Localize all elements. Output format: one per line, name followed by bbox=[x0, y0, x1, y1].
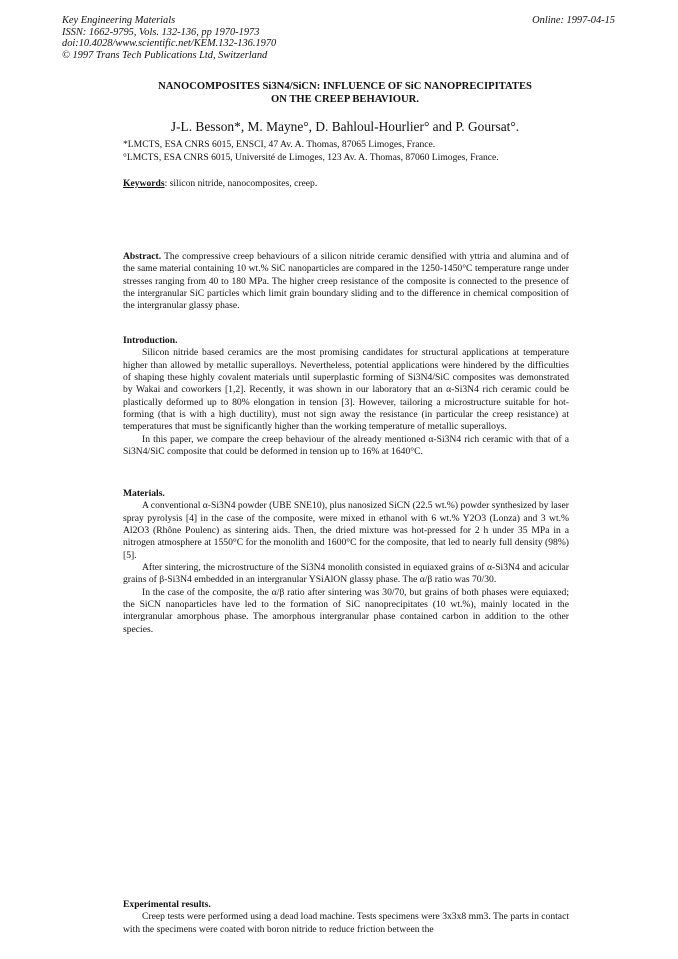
section-title: Experimental results. bbox=[123, 899, 211, 910]
paragraph: In this paper, we compare the creep behaviour of the already mentioned α-Si3N4 rich ceramic with that of a Si3N4/SiC composite that could be deformed in tension up to 16% at 1640°C. bbox=[123, 433, 569, 458]
introduction-section bbox=[123, 335, 569, 458]
results-section bbox=[123, 899, 569, 936]
paragraph: Silicon nitride based ceramics are the most promising candidates for structural applications at temperature higher than allowed by metallic superalloys. Nevertheless, potential applications were hindered by the difficulties of shaping these highly covalent materials until superplastic forming of Si3N4/SiC composites was demonstrated by Wakai and coworkers [1,2]. Recently, it was shown in our laboratory that an α-Si3N4 rich ceramic could be plastically deformed up to 80% elongation in tension [3]. However, tailoring a microstructure suitable for hot-forming (that is with a high ductility), must not sign away the resistance (in particular the creep resistance) at temperatures that must be significantly higher than the working temperature of metallic superalloys. bbox=[123, 347, 569, 433]
abstract-text: The compressive creep behaviours of a silicon nitride ceramic densified with yttria and alumina and of the same material containing 10 wt.% SiC nanoparticles are compared in the 1250-1450°C temperature range under stresses ranging from 40 to 180 MPa. The higher creep resistance of the composite is connected to the presence of the intergranular SiC particles which limit grain boundary sliding and to the difference in chemical composition of the intergranular glassy phase. bbox=[123, 251, 569, 312]
copyright-line: © 1997 Trans Tech Publications Ltd, Switzerland bbox=[62, 49, 268, 61]
affiliation-2: °LMCTS, ESA CNRS 6015, Université de Limoges, 123 Av. A. Thomas, 87060 Limoges, France. bbox=[123, 152, 499, 163]
keywords-label: Keywords bbox=[123, 178, 165, 189]
online-date: Online: 1997-04-15 bbox=[532, 15, 615, 26]
abstract-label: Abstract. bbox=[123, 251, 162, 262]
paragraph: In the case of the composite, the α/β ratio after sintering was 30/70, but grains of both phases were equiaxed; the SiCN nanoparticles have led to the formation of SiC nanoprecipitates (10 wt.%), mainly located in the intergranular amorphous phase. The amorphous intergranular phase contained carbon in addition to the other species. bbox=[123, 586, 569, 635]
materials-section bbox=[123, 488, 569, 636]
keywords-text: : silicon nitride, nanocomposites, creep. bbox=[164, 178, 318, 189]
doi-line: doi:10.4028/www.scientific.net/KEM.132-136.1970 bbox=[62, 38, 277, 50]
section-title: Materials. bbox=[123, 488, 165, 499]
paragraph: After sintering, the microstructure of the Si3N4 monolith consisted in equiaxed grains of α-Si3N4 and acicular grains of β-Si3N4 embedded in an intergranular YSiAlON glassy phase. The α/β ratio was 70/30. bbox=[123, 562, 569, 586]
title-line-1: NANOCOMPOSITES Si3N4/SiCN: INFLUENCE OF SiC NANOPRECIPITATES bbox=[158, 81, 532, 92]
paragraph: A conventional α-Si3N4 powder (UBE SNE10), plus nanosized SiCN (22.5 wt.%) powder synthesized by laser spray pyrolysis [4] in the case of the composite, were mixed in ethanol with 6 wt.% Y2O3 (Lonza) and 3 wt.% Al2O3 (Rhône Poulenc) as sintering aids. Then, the dried mixture was hot-pressed for 2 h under 35 MPa in a nitrogen atmosphere at 1550°C for the monolith and 1600°C for the composite, that led to nearly full density (98%)[5]. bbox=[123, 500, 569, 561]
journal-header bbox=[62, 15, 276, 61]
author-list: J-L. Besson*, M. Mayne°, D. Bahloul-Hourlier° and P. Goursat°. bbox=[170, 119, 520, 134]
title-line-2: ON THE CREEP BEHAVIOUR. bbox=[271, 94, 419, 105]
section-title: Introduction. bbox=[123, 335, 178, 346]
issn-line: ISSN: 1662-9795, Vols. 132-136, pp 1970-1973 bbox=[62, 26, 260, 38]
abstract bbox=[123, 251, 569, 313]
keywords bbox=[123, 178, 317, 189]
paper-title bbox=[100, 80, 590, 106]
affiliation-1: *LMCTS, ESA CNRS 6015, ENSCI, 47 Av. A. Thomas, 87065 Limoges, France. bbox=[123, 139, 436, 150]
paragraph: Creep tests were performed using a dead load machine. Tests specimens were 3x3x8 mm3. The parts in contact with the specimens were coated with boron nitride to reduce friction between the bbox=[123, 911, 569, 935]
journal-name: Key Engineering Materials bbox=[62, 15, 176, 26]
